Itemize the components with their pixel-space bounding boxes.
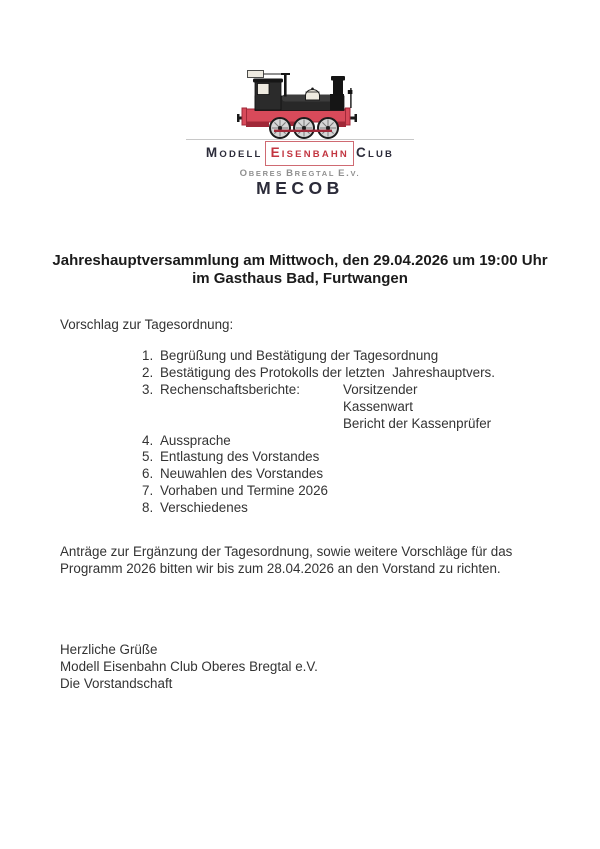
- closing-club-name: Modell Eisenbahn Club Oberes Bregtal e.V.: [60, 658, 318, 674]
- agenda-item-4: [142, 433, 495, 450]
- closing-signature: Die Vorstandschaft: [60, 675, 173, 691]
- agenda-item-text: Vorhaben und Termine 2026: [160, 483, 329, 499]
- agenda-subitem: Vorsitzender: [343, 381, 418, 397]
- note-line: Anträge zur Ergänzung der Tagesordnung, sowie weitere Vorschläge für das: [60, 544, 513, 559]
- agenda-item-text: Aussprache: [160, 432, 231, 448]
- agenda-item-text: Begrüßung und Bestätigung der Tagesordnung: [160, 348, 439, 363]
- agenda-item-8: [142, 500, 495, 517]
- club-logo: [0, 66, 600, 198]
- agenda-list: [142, 348, 495, 517]
- agenda-subitem: Kassenwart: [343, 398, 413, 414]
- meeting-heading: [0, 252, 600, 287]
- club-acronym: MECOB: [256, 178, 344, 198]
- agenda-item-1: [142, 348, 495, 365]
- agenda-subitem: Bericht der Kassenprüfer: [343, 415, 492, 431]
- closing-block: [60, 642, 318, 693]
- logo-rule-line: [186, 139, 414, 140]
- agenda-item-number: 1.: [142, 348, 154, 363]
- meeting-heading-line1: Jahreshauptversammlung am Mittwoch, den 29.04.2026 um 19:00 Uhr: [52, 252, 548, 269]
- agenda-item-2: [142, 365, 495, 382]
- club-name-word-club: CLUB: [356, 145, 395, 160]
- agenda-item-text: Entlastung des Vorstandes: [160, 449, 320, 465]
- agenda-item-3: [142, 382, 495, 433]
- agenda-item-number: 3.: [142, 381, 154, 397]
- agenda-intro: Vorschlag zur Tagesordnung:: [60, 317, 234, 332]
- locomotive-logo-image: [237, 66, 363, 139]
- agenda-item-7: [142, 483, 495, 500]
- agenda-subitems: [343, 382, 491, 433]
- note-paragraph: [60, 544, 512, 578]
- club-subtitle-word: E.V.: [338, 168, 361, 179]
- club-subtitle-word: BREGTAL: [286, 168, 336, 179]
- agenda-item-text: Rechenschaftsberichte:: [160, 381, 300, 397]
- agenda-item-number: 7.: [142, 483, 154, 499]
- agenda-item-text: Verschiedenes: [160, 500, 248, 516]
- club-name: [0, 141, 600, 166]
- club-subtitle: [0, 167, 600, 178]
- club-name-word-modell: MODELL: [205, 145, 263, 160]
- agenda-item-text: Bestätigung des Protokolls der letzten Jahreshauptvers.: [160, 364, 495, 380]
- agenda-item-number: 4.: [142, 432, 154, 448]
- agenda-item-number: 2.: [142, 364, 154, 380]
- agenda-item-text: Neuwahlen des Vorstandes: [160, 466, 324, 482]
- note-line: Programm 2026 bitten wir bis zum 28.04.2026 an den Vorstand zu richten.: [60, 560, 501, 576]
- meeting-heading-line2: im Gasthaus Bad, Furtwangen: [192, 269, 408, 287]
- agenda-item-5: [142, 449, 495, 466]
- club-subtitle-word: OBERES: [239, 168, 284, 179]
- agenda-item-6: [142, 466, 495, 483]
- agenda-item-number: 5.: [142, 449, 154, 465]
- agenda-item-number: 8.: [142, 500, 154, 516]
- club-name-word-eisenbahn: EISENBAHN: [265, 141, 354, 166]
- closing-greeting: Herzliche Grüße: [60, 642, 158, 657]
- agenda-item-number: 6.: [142, 466, 154, 482]
